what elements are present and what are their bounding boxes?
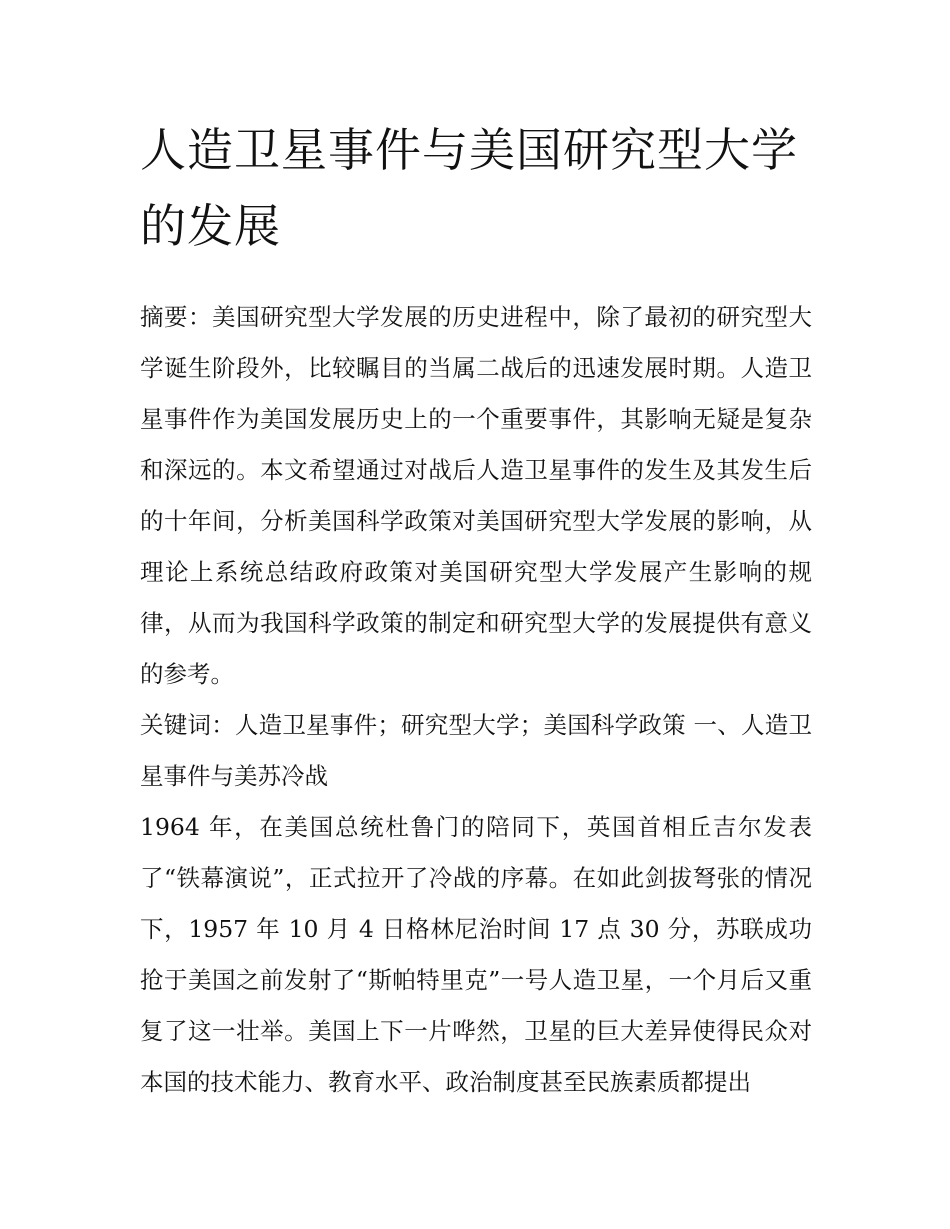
document-page bbox=[140, 112, 812, 1108]
keywords-paragraph: 关键词：人造卫星事件；研究型大学；美国科学政策 一、人造卫星事件与美苏冷战 bbox=[140, 711, 812, 790]
body-paragraph: 1964 年，在美国总统杜鲁门的陪同下，英国首相丘吉尔发表了“铁幕演说”，正式拉开了冷战的序幕。在如此剑拔弩张的情况下，1957 年 10 月 4 日格林尼治时间 17 点 30 分，苏联成功抢于美国之前发射了“斯帕特里克”一号人造卫星，一个月后又重复了这一壮举。美国上下一片哗然，卫星的巨大差异使得民众对本国的技术能力、教育水平、政治制度甚至民族素质都提出 bbox=[140, 813, 812, 1096]
document-title: 人造卫星事件与美国研究型大学的发展 bbox=[140, 123, 798, 253]
abstract-paragraph: 摘要：美国研究型大学发展的历史进程中，除了最初的研究型大学诞生阶段外，比较瞩目的当属二战后的迅速发展时期。人造卫星事件作为美国发展历史上的一个重要事件，其影响无疑是复杂和深远的。本文希望通过对战后人造卫星事件的发生及其发生后的十年间，分析美国科学政策对美国研究型大学发展的影响，从理论上系统总结政府政策对美国研究型大学发展产生影响的规律，从而为我国科学政策的制定和研究型大学的发展提供有意义的参考。 bbox=[140, 303, 812, 688]
